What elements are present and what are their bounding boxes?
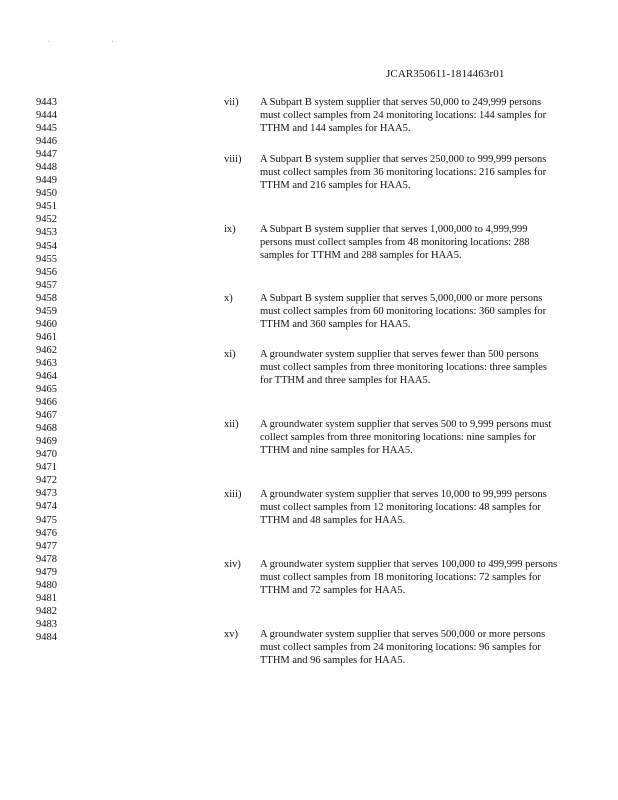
item-marker: xi) — [224, 349, 236, 360]
item-text: A groundwater system supplier that serves 500 to 9,999 persons must collect samples from three monitoring locations: nine samples for TTHM and nine samples for HAA5. — [260, 419, 552, 457]
item-text: A Subpart B system supplier that serves 250,000 to 999,999 persons must collect samples from 36 monitoring locations: 216 samples for TTHM and 216 samples for HAA5. — [260, 154, 547, 192]
line-number: 9475 — [36, 514, 57, 526]
line-number: 9448 — [36, 162, 57, 174]
line-number: 9478 — [36, 553, 57, 565]
item-marker: x) — [224, 293, 233, 304]
line-number: 9444 — [36, 110, 57, 122]
line-number: 9446 — [36, 136, 57, 148]
line-number: 9453 — [36, 227, 57, 239]
item-marker: xiii) — [224, 489, 242, 500]
line-number: 9451 — [36, 201, 57, 213]
line-number: 9465 — [36, 384, 57, 396]
line-number: 9473 — [36, 488, 57, 500]
line-number: 9466 — [36, 397, 57, 409]
item-text: A groundwater system supplier that serves 100,000 to 499,999 persons must collect samples from 18 monitoring locations: 72 samples for TTHM and 72 samples for HAA5. — [260, 559, 558, 597]
line-number: 9467 — [36, 410, 57, 422]
line-number: 9455 — [36, 253, 57, 265]
item-marker: xv) — [224, 629, 238, 640]
line-number: 9483 — [36, 618, 57, 630]
item-text: A Subpart B system supplier that serves 1,000,000 to 4,999,999 persons must collect samples from 48 monitoring locations: 288 samples for TTHM and 288 samples for HAA5. — [260, 224, 530, 262]
line-number: 9443 — [36, 97, 57, 108]
item-text: A groundwater system supplier that serves fewer than 500 persons must collect samples from three monitoring locations: three samples for TTHM and three samples for HAA5. — [260, 349, 547, 387]
line-number: 9471 — [36, 462, 57, 474]
scan-specks: . . — [48, 36, 144, 44]
line-number: 9447 — [36, 149, 57, 161]
line-number: 9463 — [36, 357, 57, 369]
line-number: 9480 — [36, 579, 57, 591]
line-number: 9484 — [36, 631, 57, 643]
line-number: 9482 — [36, 605, 57, 617]
document-id: JCAR350611-1814463r01 — [386, 68, 505, 80]
line-number: 9472 — [36, 475, 57, 487]
line-number: 9449 — [36, 175, 57, 187]
line-number: 9445 — [36, 123, 57, 135]
line-number: 9454 — [36, 240, 57, 252]
line-number: 9459 — [36, 305, 57, 317]
item-text: A Subpart B system supplier that serves 50,000 to 249,999 persons must collect samples from 24 monitoring locations: 144 samples for TTHM and 144 samples for HAA5. — [260, 97, 547, 135]
line-number: 9460 — [36, 318, 57, 330]
line-number: 9464 — [36, 370, 57, 382]
line-number: 9458 — [36, 292, 57, 304]
line-number: 9476 — [36, 527, 57, 539]
line-number: 9468 — [36, 423, 57, 435]
item-text: A groundwater system supplier that serves 10,000 to 99,999 persons must collect samples from 12 monitoring locations: 48 samples for TTHM and 48 samples for HAA5. — [260, 489, 547, 527]
line-number: 9474 — [36, 501, 57, 513]
line-number: 9450 — [36, 188, 57, 200]
item-marker: xiv) — [224, 559, 241, 570]
line-number: 9461 — [36, 331, 57, 343]
line-numbers-column — [36, 96, 76, 644]
line-number: 9470 — [36, 449, 57, 461]
item-marker: viii) — [224, 154, 242, 165]
line-number: 9457 — [36, 279, 57, 291]
line-number: 9469 — [36, 436, 57, 448]
item-marker: ix) — [224, 224, 236, 235]
line-number: 9462 — [36, 344, 57, 356]
item-marker: xii) — [224, 419, 239, 430]
line-number: 9456 — [36, 266, 57, 278]
line-number: 9481 — [36, 592, 57, 604]
item-marker: vii) — [224, 97, 239, 108]
item-text: A Subpart B system supplier that serves 5,000,000 or more persons must collect samples from 60 monitoring locations: 360 samples for TTHM and 360 samples for HAA5. — [260, 293, 547, 331]
line-number: 9479 — [36, 566, 57, 578]
line-number: 9477 — [36, 540, 57, 552]
line-number: 9452 — [36, 214, 57, 226]
item-text: A groundwater system supplier that serves 500,000 or more persons must collect samples from 24 monitoring locations: 96 samples for TTHM and 96 samples for HAA5. — [260, 629, 546, 667]
